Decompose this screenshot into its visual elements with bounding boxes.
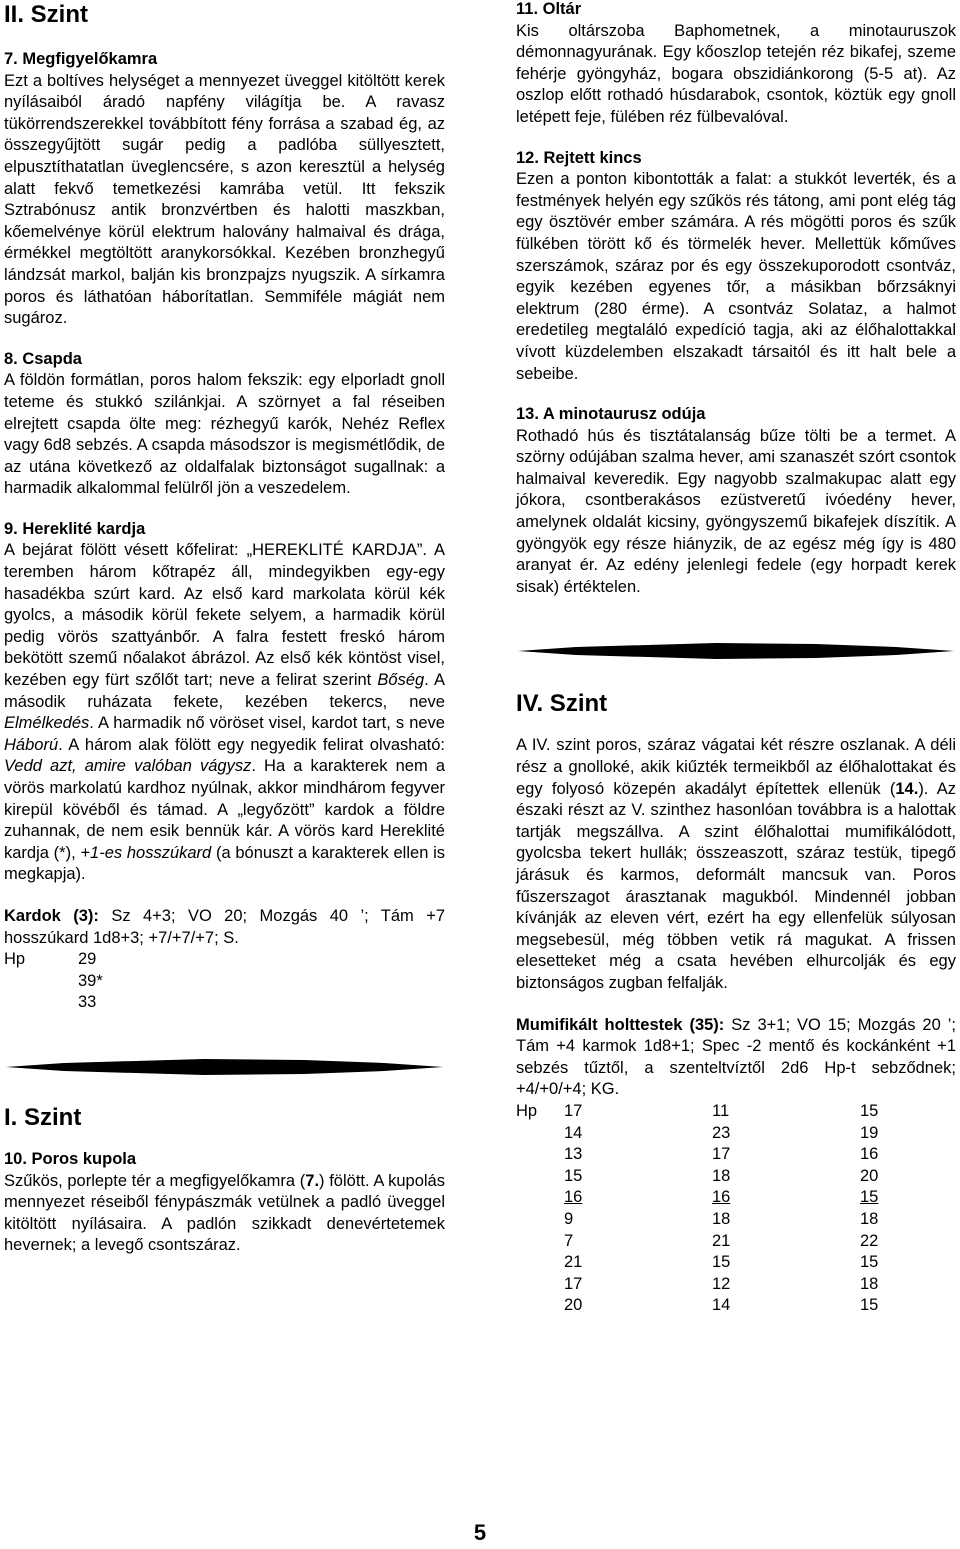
hp-value: 16 [564, 1188, 583, 1207]
section-13-title: 13. A minotaurusz odúja [516, 405, 706, 424]
hp-value: 15 [860, 1296, 879, 1315]
section-9-title: 9. Hereklité kardja [4, 519, 146, 538]
hp-value: 39* [78, 971, 103, 990]
hp-value: 19 [860, 1123, 879, 1142]
section-11-text: Kis oltárszoba Baphometnek, a minotauruszok démonnagyurának. Egy kőoszlop tetején réz bikafej, szeme fehérje gyöngyház, bogara obszidiánkorong (5-5 at). Az oszlop előtt rothadó húsdarabok, csontok, köztük egy gnoll letépett feje, fülében réz fülbevalóval. [516, 21, 956, 126]
hp-value: 12 [712, 1274, 731, 1293]
section-9-text: A bejárat fölött vésett kőfelirat: „HEREKLITÉ KARDJA”. A teremben három kőtrapéz áll, mindegyikben egy-egy hasadékba szúrt kard. Az első kard markolata körül kék gyolcs, a második körül fekete selyem, a harmadik körül pedig vörös szattyánbőr. A falra festett freskó három bekötött szemű nőalakot ábrázol. Az első kék köntöst visel, kezében egy fürt szőlőt tart; neve a felirat szerint Bőség. A második ruházata fekete, kezében tekercs, neve Elmélkedés. A harmadik nő vöröset visel, kardot tart, s neve Háború. A három alak fölött egy negyedik felirat olvasható: Vedd azt, amire valóban vágysz. Ha a karakterek nem a vörös markolatú kardhoz nyúlnak, akkor mindhárom fegyver kirepül kövéből és támad. A „legyőzött” kardok a földre zuhannak, de nem esik bennük kár. A vörös kard Hereklité kardja (*), +1-es hosszúkard (a bónuszt a karakterek ellen is megkapja). [4, 541, 446, 884]
inscription-quote: Vedd azt, amire valóban vágysz [4, 757, 252, 776]
name-elmelkedes: Elmélkedés [4, 714, 90, 733]
level-title-i: I. Szint [4, 1103, 82, 1131]
section-13-text: Rothadó hús és tisztátalanság bűze tölti be a termet. A szörny odújában szalma hever, ami szanaszét szórt csontok halmaival keveredik. Egy nagyobb szalmakupac alatt egy jókora, csontberakásos ezüstveretű ivóedény hever, amelynek oldalát kicsiny, gyöngyszemű bikafejek díszítik. A gyöngyök egy része hiányzik, de az egész még így is 480 aranyat ér. Az edény jelenlegi fedele (egy horpadt kerek sisak) értéktelen. [516, 426, 956, 596]
level-title-iv: IV. Szint [516, 690, 608, 718]
section-7-title: 7. Megfigyelőkamra [4, 50, 158, 68]
section-12-text: Ezen a ponton kibontották a falat: a stukkót leverték, és a festmények helyén egy szűkös rés tátong, ami pont elég tág egy ösztövér ember számára. A rés mögötti poros és szűk fülkében törött kő és törmelék hever. Mellettük kőműves szerszámok, száraz por és egy összekuporodott csontváz, egyik kezében egyenes tőr, a másikban bőrzsáknyi elektrum (280 érme). A csontváz Solataz, a halmot eredetileg megtaláló expedíció tagja, aki az élőhalottakkal vívott küzdelemben elszakadt társaitól és itt halt bele a sebeibe. [516, 170, 956, 383]
hp-value: 15 [860, 1101, 879, 1120]
mummies-stat-block: Mumifikált holttestek (35): Sz 3+1; VO 15; Mozgás 20 ’; Tám +4 karmok 1d8+1; Spec -2 mentő és kockánként +1 sebzés tűztől, a szenteltvíztől 2d6 Hp-t sebződnek; +4/+0/+4; KG. [516, 1015, 956, 1099]
hp-label: Hp [516, 1101, 538, 1120]
hp-value: 14 [564, 1123, 583, 1142]
hp-value: 15 [564, 1166, 583, 1185]
section-10-text: Szűkös, porlepte tér a megfigyelőkamra (7.) fölött. A kupolás mennyezet réseiből fénypászmák vetülnek a padló üveggel kitöltött nyílásaira. A padlón szikkadt denevértetemek hevernek; a levegő csontszáraz. [4, 1171, 445, 1255]
section-8-text: A földön formátlan, poros halom fekszik: egy elporladt gnoll teteme és stukkó szilánkjai. A szörnyet a fal réseiben elrejtett csapda ölte meg: rézhegyű karók, Nehéz Reflex vagy 6d8 sebzés. A csapda másodszor is megismétlődik, de az utána következő az oldalfalak biztonságot sugallnak: a harmadik alkalommal felülről jön a veszedelem. [4, 371, 445, 498]
hp-value: 9 [564, 1209, 574, 1228]
hp-value: 21 [712, 1231, 731, 1250]
swords-hp-table [4, 949, 103, 1014]
hp-value: 20 [860, 1166, 879, 1185]
swords-stat-label: Kardok (3): [4, 906, 99, 925]
name-bseg: Bőség [377, 671, 425, 690]
hp-value: 29 [78, 950, 97, 969]
level-title-ii: II. Szint [4, 1, 88, 28]
section-12-title: 12. Rejtett kincs [516, 148, 642, 167]
level-iv-intro: A IV. szint poros, száraz vágatai két részre oszlanak. A déli rész a gnolloké, akik kiűzték termeikből az élőhalottakat és egy folyosó közepén akadályt építettek ellenük (14.). Az északi részt az V. szinthez hasonlóan továbbra is a halottak tartják megszállva. A szint élőhalottai mumifikálódott, gyolcsba tekert hullák; összeaszott, száraz testük, tipegő járásuk és karmos, deformált mancsuk van. Poros fűszerszagot árasztanak magukból. Mindennél jobban kívánják az eleven vért, ezért ha egy ellenfelük súlyosan megsebesül, még többen vetik rá magukat. A frissen elesetteket még a csata hevében elhurcolják és egy biztonságos zugban felfalják. [516, 736, 956, 992]
ref-7: 7. [305, 1171, 320, 1190]
section-divider [4, 1050, 445, 1084]
left-column [4, 0, 445, 1257]
name-haboru: Háború [4, 735, 59, 754]
longsword-bonus: +1-es hosszúkard [80, 843, 212, 862]
section-7-text: Ezt a boltíves helységet a mennyezet üveggel kitöltött kerek nyílásaiból áradó napfény világítja be. A ravasz tükörrendszerekkel továbbított fény forrása a szabad ég, az összegyűjtött sugár pedig a padlóba süllyesztett, elpusztíthatatlan üveglencsére, s azon keresztül a helység alatt fekvő temetkezési kamrába vetül. Itt fekszik Sztrabónusz antik bronzvértben és halotti maszkban, kőemelvénye körül elektrum halovány halmaival és drága, érmékkel megtöltött aranykorsókkal. Kezében bronzhegyű lándzsát markol, balján kis bronzpajzs nyugszik. A sírkamra poros és láthatóan háborítatlan. Semmiféle mágiát nem sugároz. [4, 71, 445, 328]
hp-value: 33 [78, 993, 97, 1012]
hp-value: 20 [564, 1296, 583, 1315]
page-number: 5 [473, 1520, 487, 1545]
right-column [516, 0, 956, 1317]
mummies-hp-table [516, 1101, 920, 1317]
section-11-title: 11. Oltár [516, 0, 582, 18]
hp-value: 15 [860, 1188, 879, 1207]
hp-value: 7 [564, 1231, 574, 1250]
hp-value: 15 [860, 1253, 879, 1272]
hp-value: 11 [712, 1101, 730, 1120]
hp-value: 18 [712, 1166, 731, 1185]
mummies-stat-label: Mumifikált holttestek (35): [516, 1015, 725, 1034]
hp-value: 14 [712, 1296, 731, 1315]
hp-value: 23 [712, 1123, 731, 1142]
section-10-title: 10. Poros kupola [4, 1149, 137, 1168]
hp-value: 13 [564, 1145, 583, 1164]
section-8-title: 8. Csapda [4, 349, 82, 368]
section-divider [516, 634, 956, 668]
hp-value: 15 [712, 1253, 731, 1272]
hp-value: 16 [860, 1145, 879, 1164]
hp-value: 17 [564, 1274, 583, 1293]
ref-14: 14. [895, 779, 919, 798]
hp-value: 17 [712, 1145, 731, 1164]
hp-label: Hp [4, 950, 26, 969]
hp-value: 18 [860, 1209, 879, 1228]
hp-value: 21 [564, 1253, 583, 1272]
swords-stat-block: Kardok (3): Sz 4+3; VO 20; Mozgás 40 ’; Tám +7 hosszúkard 1d8+3; +7/+7/+7; S. [4, 906, 446, 947]
hp-value: 22 [860, 1231, 879, 1250]
hp-value: 18 [712, 1209, 731, 1228]
hp-value: 17 [564, 1101, 583, 1120]
hp-value: 18 [860, 1274, 879, 1293]
hp-value: 16 [712, 1188, 731, 1207]
